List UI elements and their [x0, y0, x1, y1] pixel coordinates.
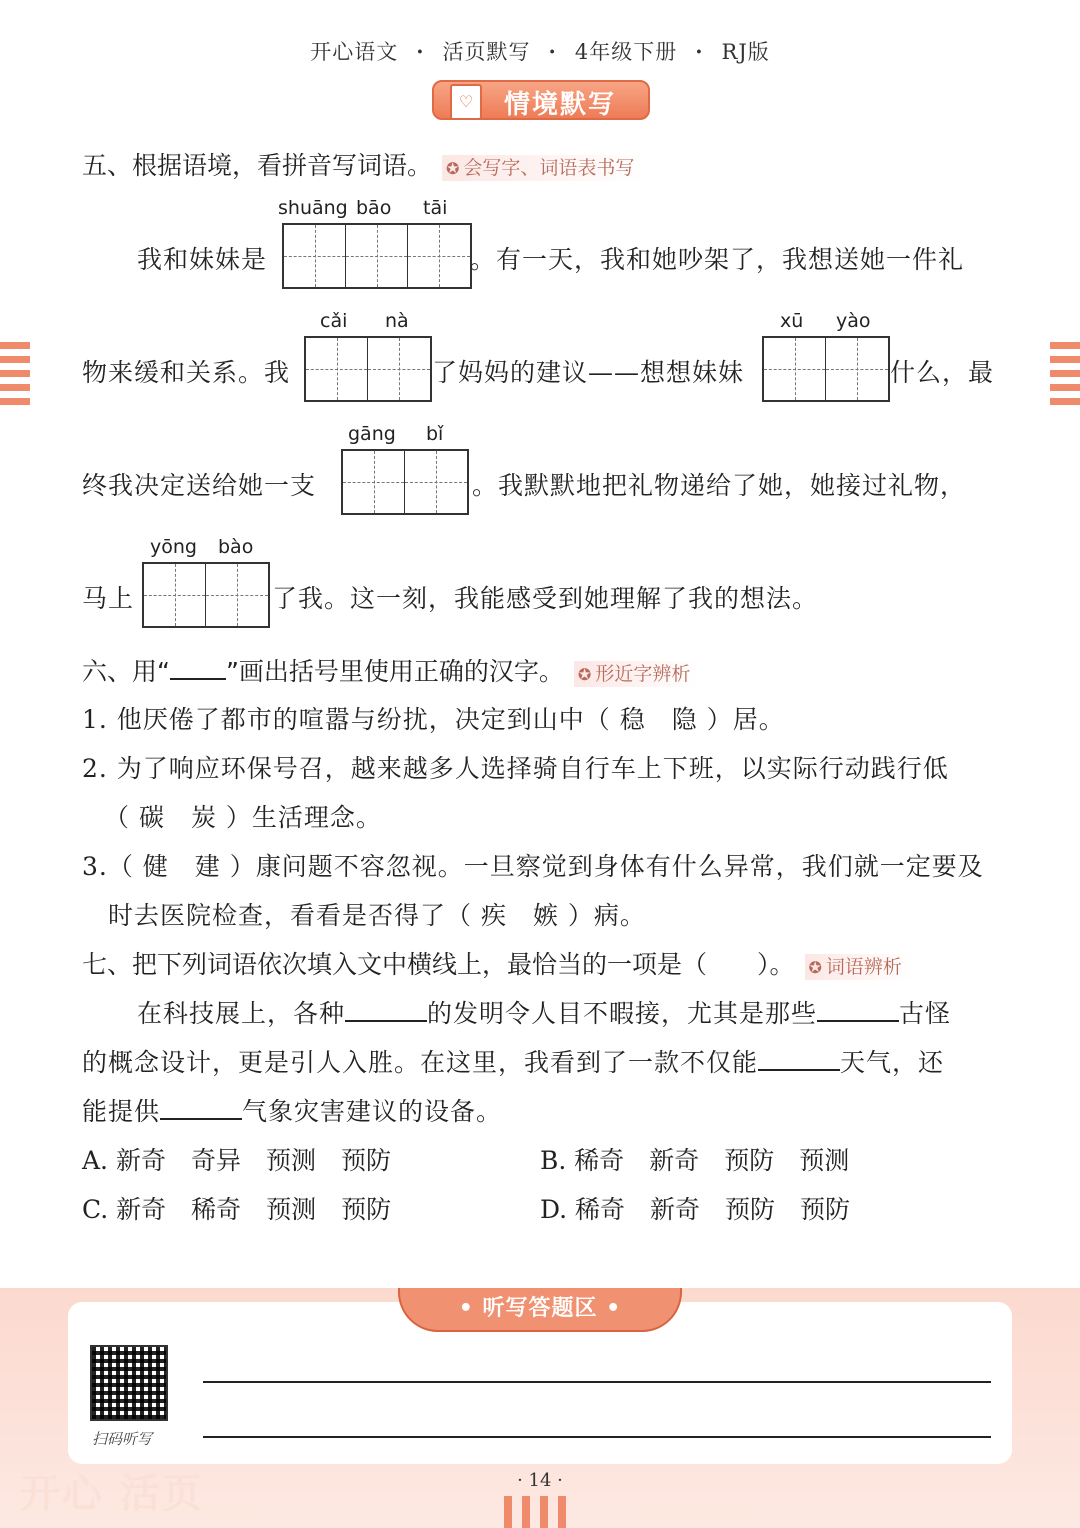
writing-grid-2[interactable]	[341, 449, 469, 515]
fill-blank[interactable]	[758, 1049, 840, 1071]
s7-passage-line2	[82, 1043, 944, 1079]
s7-text: 能提供	[82, 1097, 161, 1126]
star-icon: ✪	[446, 159, 460, 178]
s7-text: 的概念设计，更是引人入胜。在这里，我看到了一款不仅能	[82, 1048, 759, 1077]
heart-book-icon: ♡	[450, 84, 482, 120]
writing-grid-2[interactable]	[304, 336, 432, 402]
s6-question-2a: 2. 为了响应环保号召，越来越多人选择骑自行车上下班，以实际行动践行低	[82, 754, 949, 783]
section5-skill-tag	[442, 155, 644, 181]
star-icon: ✪	[808, 958, 822, 977]
edition-label: RJ版	[721, 40, 770, 64]
s7-text: 的发明令人目不暇接，尤其是那些	[427, 999, 818, 1028]
s6-question-1[interactable]: 1. 他厌倦了都市的喧嚣与纷扰，决定到山中（ 稳 隐 ）居。	[82, 705, 785, 734]
book-title: 开心语文	[310, 40, 399, 64]
s5-line4-end: 了我。这一刻，我能感受到她理解了我的想法。	[272, 584, 819, 613]
pinyin-shuang: shuāng	[278, 197, 348, 219]
page-number: · 14 ·	[517, 1470, 563, 1491]
section5-heading	[82, 146, 644, 182]
s7-text: 在科技展上，各种	[137, 999, 346, 1028]
section-banner	[432, 80, 650, 120]
s7-text: 气象灾害建议的设备。	[242, 1097, 503, 1126]
pinyin-cai: cǎi	[320, 310, 348, 332]
pinyin-xu: xū	[780, 310, 804, 332]
banner-title: 情境默写	[504, 90, 617, 120]
s5-line2-mid: 了妈妈的建议——想想妹妹	[432, 358, 745, 387]
s6-question-3a[interactable]: 3.（ 健 建 ）康问题不容忽视。一旦察觉到身体有什么异常，我们就一定要及	[82, 852, 984, 881]
s7-text: 天气，还	[840, 1048, 945, 1077]
option-d[interactable]: D. 稀奇 新奇 预防 预防	[540, 1195, 851, 1224]
bottom-stripes	[504, 1496, 576, 1528]
answer-line[interactable]	[203, 1436, 991, 1438]
pinyin-gang: gāng	[348, 423, 396, 445]
s5-line1-end: 。有一天，我和她吵架了，我想送她一件礼	[470, 245, 965, 274]
star-icon: ✪	[577, 665, 592, 684]
section6-heading	[82, 652, 700, 688]
pinyin-yong: yōng	[150, 536, 197, 558]
book-type: 活页默写	[442, 40, 531, 64]
section5-skill-label: 会写字、词语表书写	[463, 157, 635, 179]
grade-label: 4年级下册	[574, 40, 678, 64]
qr-label: 扫码听写	[92, 1430, 153, 1448]
section6-title-end: ”画出括号里使用正确的汉字。	[225, 657, 564, 686]
right-stripes	[1050, 342, 1080, 412]
fill-blank[interactable]	[160, 1098, 242, 1120]
section7-title: 七、把下列词语依次填入文中横线上，最恰当的一项是（ ）。	[82, 950, 795, 979]
s6-question-2b[interactable]: （ 碳 炭 ）生活理念。	[104, 803, 382, 832]
s5-line2-end: 什么，最	[890, 358, 995, 387]
writing-grid-3[interactable]	[282, 223, 472, 289]
pinyin-bao: bāo	[356, 197, 392, 219]
option-a[interactable]: A. 新奇 奇异 预测 预防	[82, 1146, 391, 1175]
pinyin-tai: tāi	[423, 197, 448, 219]
section6-title-start: 六、用“	[82, 657, 170, 686]
section6-skill-tag	[574, 661, 700, 687]
answer-line[interactable]	[203, 1381, 991, 1383]
page-header: 开心语文 · 活页默写 · 4年级下册 · RJ版	[310, 39, 770, 64]
writing-grid-2[interactable]	[762, 336, 890, 402]
pinyin-bao2: bào	[218, 536, 254, 558]
section7-heading	[82, 945, 912, 981]
option-b[interactable]: B. 稀奇 新奇 预防 预测	[540, 1146, 850, 1175]
underline-sample	[170, 658, 226, 680]
s6-question-3b[interactable]: 时去医院检查，看看是否得了（ 疾 嫉 ）病。	[108, 901, 646, 930]
section7-skill-label: 词语辨析	[825, 956, 902, 978]
section7-skill-tag	[805, 954, 912, 980]
option-c[interactable]: C. 新奇 稀奇 预测 预防	[82, 1195, 392, 1224]
left-stripes	[0, 342, 30, 412]
s5-line4-start: 马上	[82, 584, 135, 613]
pinyin-bi: bǐ	[426, 423, 444, 445]
s5-line2-start: 物来缓和关系。我	[82, 358, 291, 387]
brand-watermark: 开心 活页	[20, 1471, 204, 1517]
s5-line3-start: 终我决定送给她一支	[82, 471, 317, 500]
answer-area-tab: • 听写答题区 •	[398, 1288, 682, 1332]
s5-line3-end: 。我默默地把礼物递给了她，她接过礼物，	[472, 471, 967, 500]
s7-text: 古怪	[899, 999, 952, 1028]
pinyin-yao: yào	[836, 310, 871, 332]
pinyin-na: nà	[385, 310, 409, 332]
s5-line1-start: 我和妹妹是	[137, 245, 268, 274]
s7-passage-line3	[82, 1092, 502, 1128]
fill-blank[interactable]	[345, 1000, 427, 1022]
fill-blank[interactable]	[817, 1000, 899, 1022]
section5-title: 五、根据语境，看拼音写词语。	[82, 151, 433, 180]
writing-grid-2[interactable]	[142, 562, 270, 628]
qr-code-icon[interactable]	[90, 1345, 168, 1421]
section6-skill-label: 形近字辨析	[595, 663, 691, 685]
s7-passage-line1	[137, 994, 951, 1030]
